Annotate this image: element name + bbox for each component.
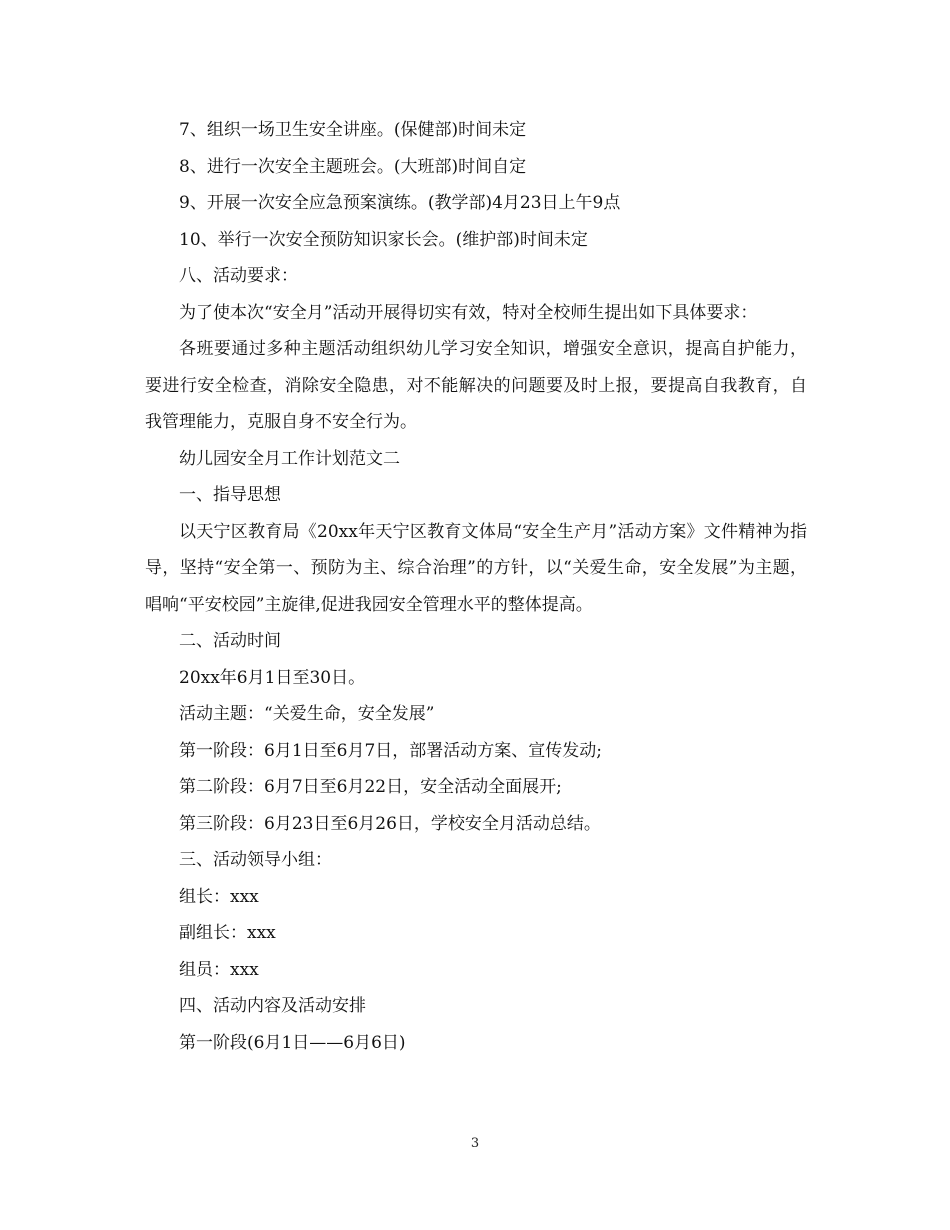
- page-number: 3: [470, 1136, 480, 1151]
- paragraph: 10、举行一次安全预防知识家长会。(维护部)时间未定: [179, 229, 588, 250]
- paragraph: 9、开展一次安全应急预案演练。(教学部)4月23日上午9点: [179, 193, 621, 213]
- paragraph: 活动主题：“关爱生命，安全发展”: [179, 704, 435, 724]
- paragraph: 8、进行一次安全主题班会。(大班部)时间自定: [179, 156, 527, 177]
- paragraph: 组员：xxx: [179, 959, 259, 980]
- document-subtitle: 幼儿园安全月工作计划范文二: [179, 448, 400, 469]
- paragraph: 第一阶段：6月1日至6月7日，部署活动方案、宣传发动;: [179, 740, 602, 761]
- paragraph: 各班要通过多种主题活动组织幼儿学习安全知识，增强安全意识，提高自护能力，要进行安全检查，消除安全隐患，对不能解决的问题要及时上报，要提高自我教育，自我管理能力，克服自身不安全行为。: [145, 339, 807, 432]
- paragraph: 第一阶段(6月1日——6月6日): [179, 1032, 406, 1053]
- paragraph: 副组长：xxx: [179, 923, 276, 943]
- paragraph: 第三阶段：6月23日至6月26日，学校安全月活动总结。: [179, 813, 601, 834]
- section-heading: 二、活动时间: [179, 631, 281, 651]
- paragraph: 以天宁区教育局《20xx年天宁区教育文体局“安全生产月”活动方案》文件精神为指导，坚持“安全第一、预防为主、综合治理”的方针，以“关爱生命，安全发展”为主题，唱响“平安校园”主旋律,促进我园安全管理水平的整体提高。: [145, 521, 807, 615]
- section-heading: 四、活动内容及活动安排: [179, 996, 366, 1016]
- paragraph: 7、组织一场卫生安全讲座。(保健部)时间未定: [179, 120, 527, 140]
- section-heading: 三、活动领导小组：: [179, 850, 332, 870]
- paragraph: 组长：xxx: [179, 886, 259, 907]
- section-heading: 八、活动要求：: [179, 266, 298, 286]
- document-body: [145, 112, 807, 1061]
- paragraph: 20xx年6月1日至30日。: [179, 667, 366, 688]
- section-heading: 一、指导思想: [179, 485, 281, 505]
- paragraph: 第二阶段：6月7日至6月22日，安全活动全面展开;: [179, 777, 562, 797]
- paragraph: 为了使本次“安全月”活动开展得切实有效，特对全校师生提出如下具体要求：: [179, 302, 758, 323]
